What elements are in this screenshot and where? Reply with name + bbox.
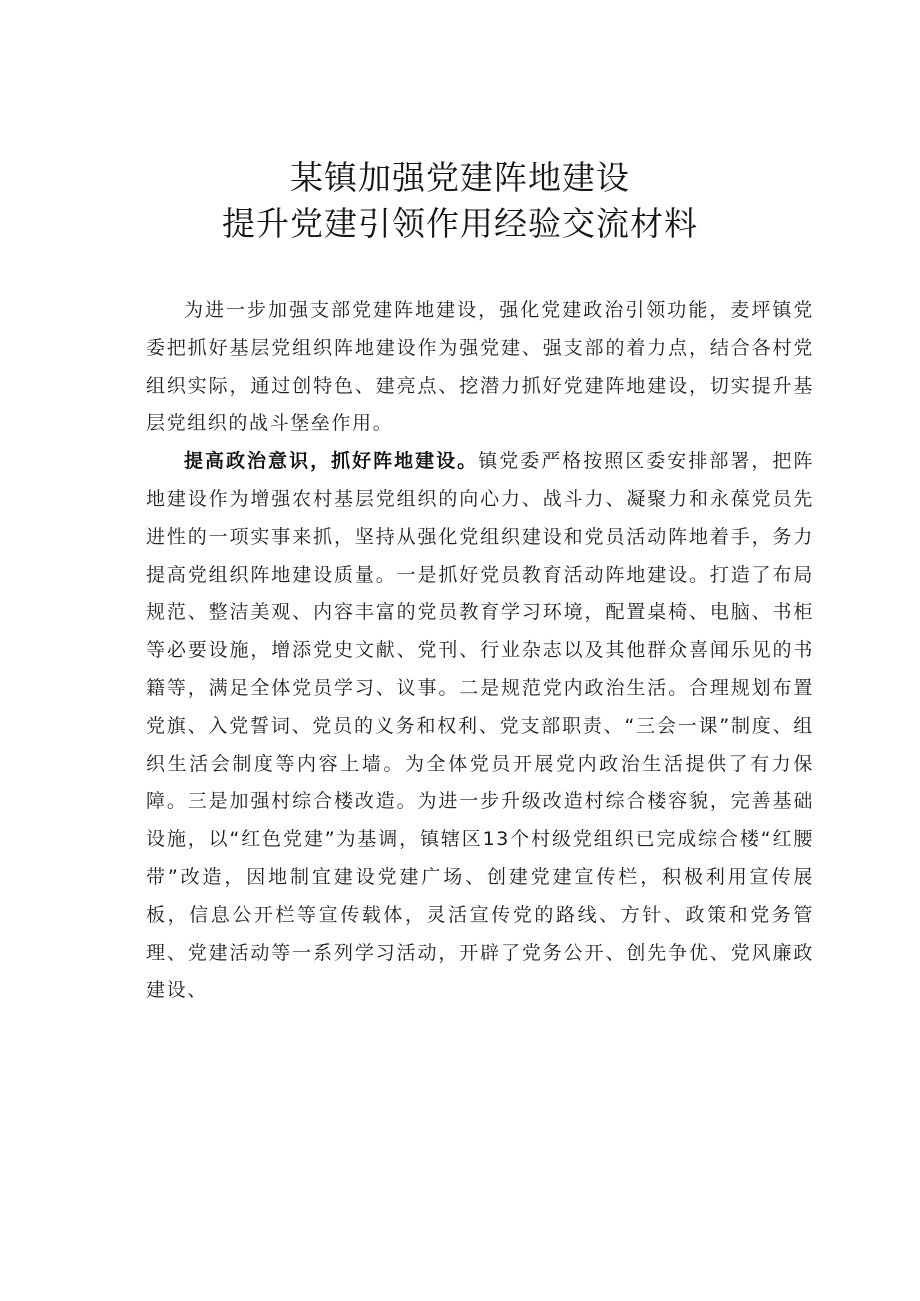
title-line-2: 提升党建引领作用经验交流材料 — [222, 204, 698, 243]
section-1-text: 镇党委严格按照区委安排部署，把阵地建设作为增强农村基层党组织的向心力、战斗力、凝聚力和永葆党员先进性的一项实事来抓，坚持从强化党组织建设和党员活动阵地着手，务力提高党组织阵地建设质量。一是抓好党员教育活动阵地建设。打造了布局规范、整洁美观、内容丰富的党员教育学习环境，配置桌椅、电脑、书柜等必要设施，增添党史文献、党刊、行业杂志以及其他群众喜闻乐见的书籍等，满足全体党员学习、议事。二是规范党内政治生活。合理规划布置党旗、入党誓词、党员的义务和权利、党支部职责、“三会一课”制度、组织生活会制度等内容上墙。为全体党员开展党内政治生活提供了有力保障。三是加强村综合楼改造。为进一步升级改造村综合楼容貌，完善基础设施，以“红色党建”为基调，镇辖区13个村级党组织已完成综合楼“红腰带”改造，因地制宜建设党建广场、创建党建宣传栏，积极利用宣传展板，信息公开栏等宣传载体，灵活宣传党的路线、方针、政策和党务管理、党建活动等一系列学习活动，开辟了党务公开、创先争优、党风廉政建设、 — [146, 450, 814, 1002]
document-body — [146, 292, 814, 1010]
section-1-paragraph — [146, 443, 814, 1010]
section-1-heading: 提高政治意识，抓好阵地建设。 — [184, 450, 479, 473]
document-title — [0, 155, 920, 247]
intro-paragraph: 为进一步加强支部党建阵地建设，强化党建政治引领功能，麦坪镇党委把抓好基层党组织阵地建设作为强党建、强支部的着力点，结合各村党组织实际，通过创特色、建亮点、挖潜力抓好党建阵地建设，切实提升基层党组织的战斗堡垒作用。 — [146, 299, 814, 435]
title-line-1: 某镇加强党建阵地建设 — [290, 158, 630, 197]
